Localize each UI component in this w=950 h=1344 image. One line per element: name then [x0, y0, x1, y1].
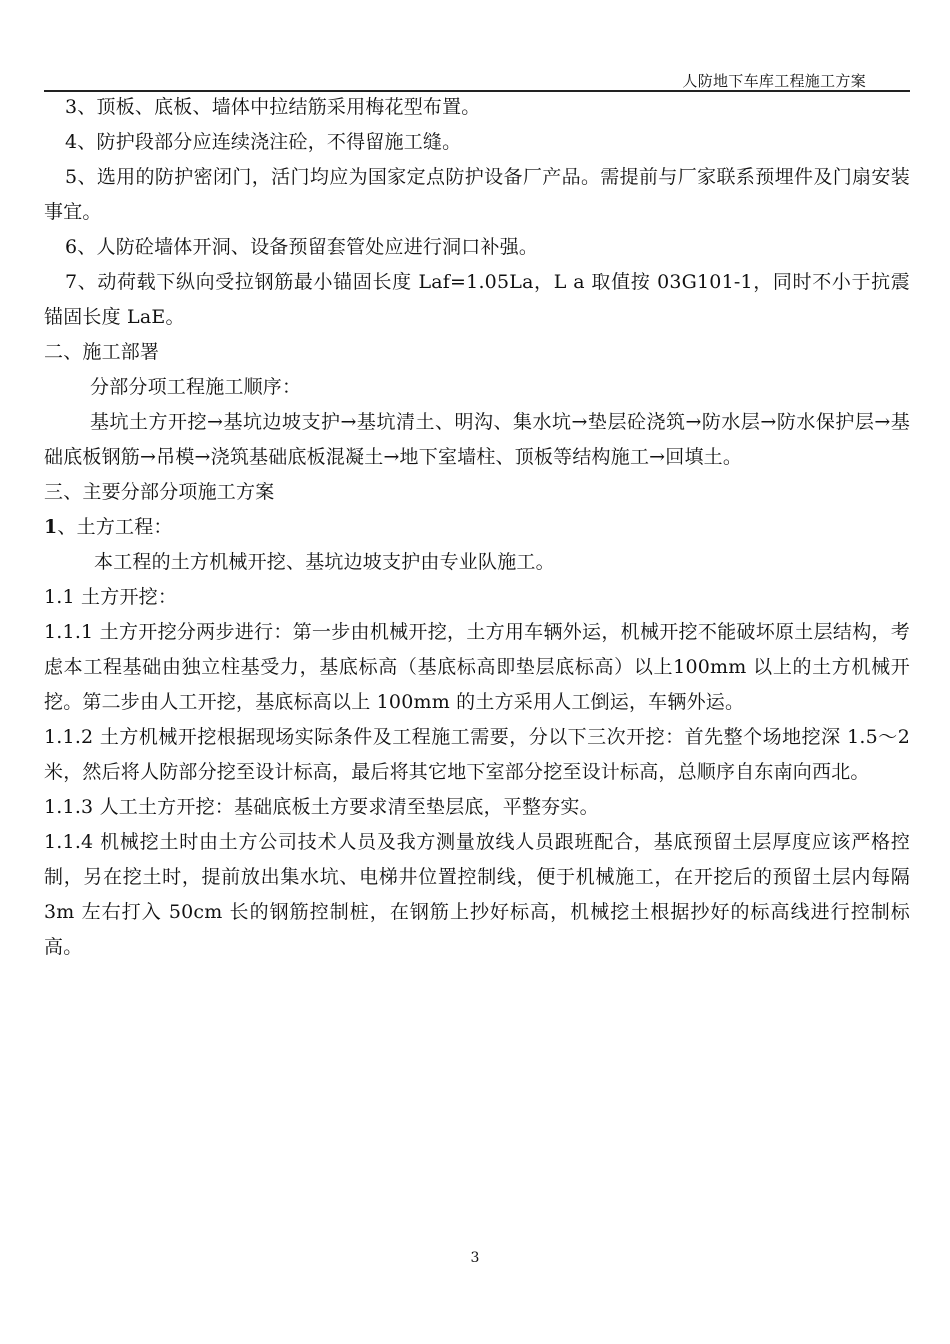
clause-1-1-4: 1.1.4 机械挖土时由土方公司技术人员及我方测量放线人员跟班配合，基底预留土层厚度应该严格控制，另在挖土时，提前放出集水坑、电梯井位置控制线，便于机械施工，在开挖后的预留土层内每隔 3m 左右打入 50cm 长的钢筋控制桩，在钢筋上抄好标高，机械挖土根据抄好的标高线进行控制标高。: [44, 831, 917, 958]
subsection-heading-excavation: 1.1 土方开挖：: [44, 586, 178, 608]
page-number: 3: [470, 1250, 480, 1266]
section-heading-3: 三、主要分部分项施工方案: [44, 481, 275, 503]
subsection-heading-earthwork: [44, 510, 910, 545]
clause-1-1-2: 1.1.2 土方机械开挖根据现场实际条件及工程施工需要，分以下三次开挖：首先整个场地挖深 1.5～2 米，然后将人防部分挖至设计标高，最后将其它地下室部分挖至设计标高，总顺序自东南向西北。: [44, 726, 917, 783]
header-title: 人防地下车库工程施工方案: [682, 72, 866, 90]
section-heading-2: 二、施工部署: [44, 341, 160, 363]
subsection-number: 1: [44, 516, 58, 538]
paragraph-item-3: 3、顶板、底板、墙体中拉结筋采用梅花型布置。: [65, 96, 481, 118]
sequence-intro: 分部分项工程施工顺序：: [90, 376, 302, 398]
subsection-title: 、土方工程：: [57, 516, 173, 538]
construction-sequence: 基坑土方开挖→基坑边坡支护→基坑清土、明沟、集水坑→垫层砼浇筑→防水层→防水保护层→基础底板钢筋→吊模→浇筑基础底板混凝土→地下室墙柱、顶板等结构施工→回填土。: [44, 411, 910, 468]
clause-1-1-1: 1.1.1 土方开挖分两步进行：第一步由机械开挖，土方用车辆外运，机械开挖不能破坏原土层结构，考虑本工程基础由独立柱基受力，基底标高（基底标高即垫层底标高）以上100mm 以上的土方机械开挖。第二步由人工开挖，基底标高以上 100mm 的土方采用人工倒运，车辆外运。: [44, 621, 910, 713]
document-body: [44, 90, 917, 965]
clause-1-1-3: 1.1.3 人工土方开挖：基础底板土方要求清至垫层底，平整夯实。: [44, 796, 599, 818]
paragraph-item-4: 4、防护段部分应连续浇注砼，不得留施工缝。: [65, 131, 462, 153]
earthwork-intro: 本工程的土方机械开挖、基坑边坡支护由专业队施工。: [94, 551, 555, 573]
paragraph-item-7: 7、动荷载下纵向受拉钢筋最小锚固长度 Laf=1.05La，L a 取值按 03G101-1，同时不小于抗震锚固长度 LaE。: [44, 271, 910, 328]
paragraph-item-6: 6、人防砼墙体开洞、设备预留套管处应进行洞口补强。: [65, 236, 539, 258]
paragraph-item-5: 5、选用的防护密闭门，活门均应为国家定点防护设备厂产品。需提前与厂家联系预埋件及门扇安装事宜。: [44, 166, 910, 223]
page-header: [44, 64, 910, 92]
